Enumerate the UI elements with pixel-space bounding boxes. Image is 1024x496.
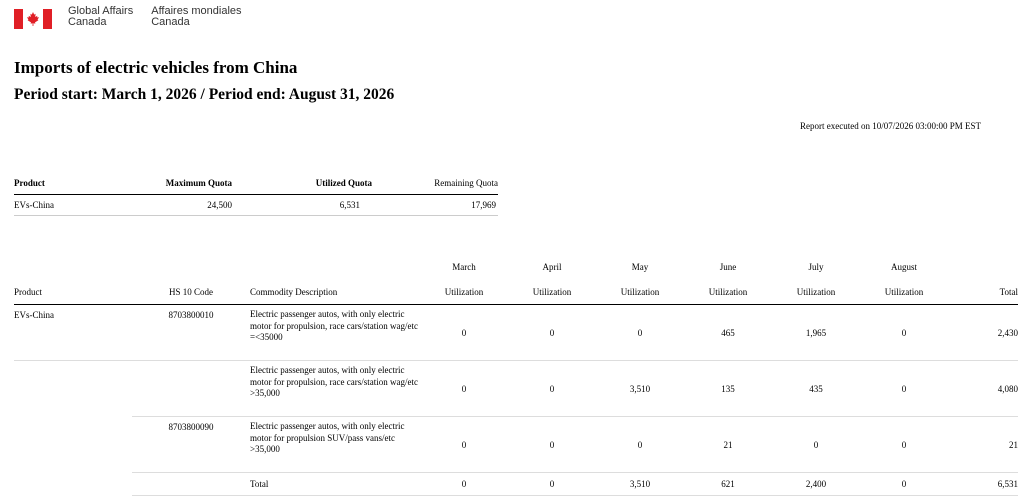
cell-commodity-description: Electric passenger autos, with only electric motor for propulsion SUV/pass vans/etc >35,000 — [250, 417, 420, 473]
month-july: July — [808, 262, 824, 272]
total-july: 2,400 — [772, 473, 860, 496]
month-header-row — [14, 262, 1018, 280]
col-header-product: Product — [14, 176, 114, 195]
total-march: 0 — [420, 473, 508, 496]
col-header-remaining-quota: Remaining Quota — [372, 176, 498, 195]
canada-flag-icon — [14, 9, 52, 29]
department-name-en: Global Affairs Canada — [68, 5, 134, 28]
cell-june: 465 — [684, 305, 772, 361]
cell-march: 0 — [420, 305, 508, 361]
quota-header-row — [14, 176, 498, 195]
cell-remaining-quota: 17,969 — [372, 195, 498, 216]
report-executed-timestamp: Report executed on 10/07/2026 03:00:00 PM EST — [800, 121, 981, 131]
col-header-utilization-april: Utilization — [508, 280, 596, 305]
cell-total: 21 — [948, 417, 1018, 473]
cell-commodity-description: Electric passenger autos, with only electric motor for propulsion, race cars/station wag/etc =<35000 — [250, 305, 420, 361]
col-header-utilization-may: Utilization — [596, 280, 684, 305]
total-row — [14, 473, 1018, 496]
month-march: March — [452, 262, 476, 272]
col-header-maximum-quota: Maximum Quota — [114, 176, 232, 195]
cell-june: 21 — [684, 417, 772, 473]
cell-june: 135 — [684, 361, 772, 417]
column-header-row — [14, 280, 1018, 305]
col-header-commodity-description: Commodity Description — [250, 280, 420, 305]
cell-commodity-description: Electric passenger autos, with only electric motor for propulsion, race cars/station wag/etc >35,000 — [250, 361, 420, 417]
department-name-fr: Affaires mondiales Canada — [151, 5, 242, 28]
col-header-product: Product — [14, 280, 132, 305]
col-header-utilization-march: Utilization — [420, 280, 508, 305]
cell-april: 0 — [508, 417, 596, 473]
cell-april: 0 — [508, 361, 596, 417]
total-label: Total — [250, 473, 420, 496]
cell-may: 0 — [596, 305, 684, 361]
col-header-utilization-august: Utilization — [860, 280, 948, 305]
cell-july: 0 — [772, 417, 860, 473]
cell-july: 435 — [772, 361, 860, 417]
total-june: 621 — [684, 473, 772, 496]
cell-august: 0 — [860, 361, 948, 417]
cell-august: 0 — [860, 417, 948, 473]
month-june: June — [719, 262, 737, 272]
cell-may: 0 — [596, 417, 684, 473]
col-header-utilization-june: Utilization — [684, 280, 772, 305]
cell-august: 0 — [860, 305, 948, 361]
month-april: April — [542, 262, 562, 272]
month-august: August — [890, 262, 917, 272]
cell-march: 0 — [420, 417, 508, 473]
table-row — [14, 361, 1018, 417]
total-grand: 6,531 — [948, 473, 1018, 496]
report-title: Imports of electric vehicles from China — [14, 58, 298, 77]
cell-may: 3,510 — [596, 361, 684, 417]
col-header-total: Total — [948, 280, 1018, 305]
report-period: Period start: March 1, 2026 / Period end: August 31, 2026 — [14, 86, 395, 103]
cell-utilized-quota: 6,531 — [232, 195, 372, 216]
cell-product — [14, 417, 132, 473]
cell-april: 0 — [508, 305, 596, 361]
cell-march: 0 — [420, 361, 508, 417]
col-header-hs-code: HS 10 Code — [132, 280, 250, 305]
table-row — [14, 417, 1018, 473]
cell-total: 4,080 — [948, 361, 1018, 417]
cell-product — [14, 361, 132, 417]
cell-hs-code: 8703800010 — [132, 305, 250, 361]
cell-total: 2,430 — [948, 305, 1018, 361]
cell-hs-code — [132, 361, 250, 417]
col-header-utilization-july: Utilization — [772, 280, 860, 305]
table-row — [14, 305, 1018, 361]
gac-header — [14, 6, 242, 32]
monthly-utilization-table — [14, 262, 1018, 496]
total-april: 0 — [508, 473, 596, 496]
cell-maximum-quota: 24,500 — [114, 195, 232, 216]
col-header-utilized-quota: Utilized Quota — [232, 176, 372, 195]
quota-summary-table — [14, 176, 498, 216]
total-may: 3,510 — [596, 473, 684, 496]
total-august: 0 — [860, 473, 948, 496]
cell-product: EVs-China — [14, 195, 114, 216]
month-may: May — [631, 262, 649, 272]
cell-july: 1,965 — [772, 305, 860, 361]
cell-product: EVs-China — [14, 305, 132, 361]
cell-hs-code: 8703800090 — [132, 417, 250, 473]
quota-data-row — [14, 195, 498, 216]
